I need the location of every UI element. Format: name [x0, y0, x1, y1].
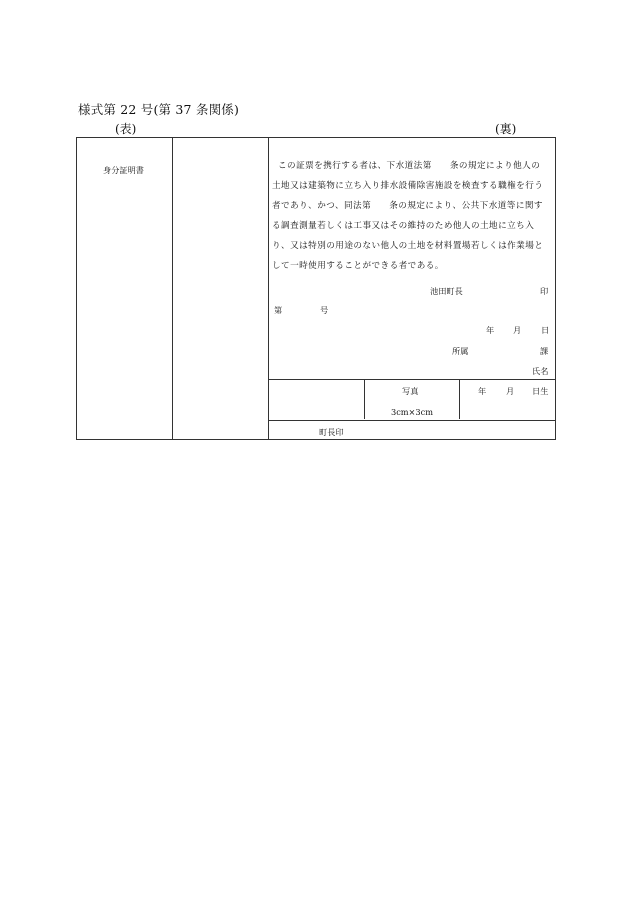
birth-month: 月 — [506, 386, 515, 396]
affiliation-label: 所属 — [452, 346, 469, 356]
birth-day: 日生 — [532, 386, 549, 396]
issue-day: 日 — [541, 325, 550, 335]
issue-month: 月 — [513, 325, 522, 335]
card-title: 身分証明書 — [103, 165, 144, 175]
body-line-3: 者であり、かつ、同法第 条の規定により、公共下水道等に関す — [272, 201, 543, 211]
front-column-divider — [172, 137, 173, 440]
issuer-seal: 印 — [540, 286, 549, 296]
number-prefix: 第 — [274, 305, 283, 315]
back-side-label: (裏) — [495, 122, 517, 136]
body-line-5: り、又は特別の用途のない他人の土地を材料置場若しくは作業場と — [272, 241, 544, 251]
photo-size: 3cm×3cm — [391, 407, 433, 417]
form-title: 様式第 22 号(第 37 条関係) — [78, 102, 240, 117]
front-back-divider — [268, 137, 269, 440]
number-suffix: 号 — [320, 305, 329, 315]
body-line-4: る調査測量若しくは工事又はその維持のため他人の土地に立ち入 — [272, 221, 535, 231]
front-side-label: (表) — [115, 122, 137, 136]
back-section-divider-1 — [268, 379, 555, 380]
birth-year: 年 — [478, 386, 487, 396]
issuer-name: 池田町長 — [430, 286, 463, 296]
photo-right-divider — [459, 379, 460, 419]
issue-year: 年 — [486, 325, 495, 335]
body-line-2: 土地又は建築物に立ち入り排水設備除害施設を検査する職権を行う — [272, 181, 544, 191]
photo-left-divider — [364, 379, 365, 419]
body-line-1: この証票を携行する者は、下水道法第 条の規定により他人の — [278, 161, 541, 171]
body-line-6: して一時使用することができる者である。 — [272, 261, 444, 271]
name-label: 氏名 — [532, 366, 549, 376]
mayor-seal-label: 町長印 — [319, 427, 344, 437]
back-section-divider-2 — [268, 420, 555, 421]
photo-label: 写真 — [402, 386, 419, 396]
department-label: 課 — [540, 346, 549, 356]
